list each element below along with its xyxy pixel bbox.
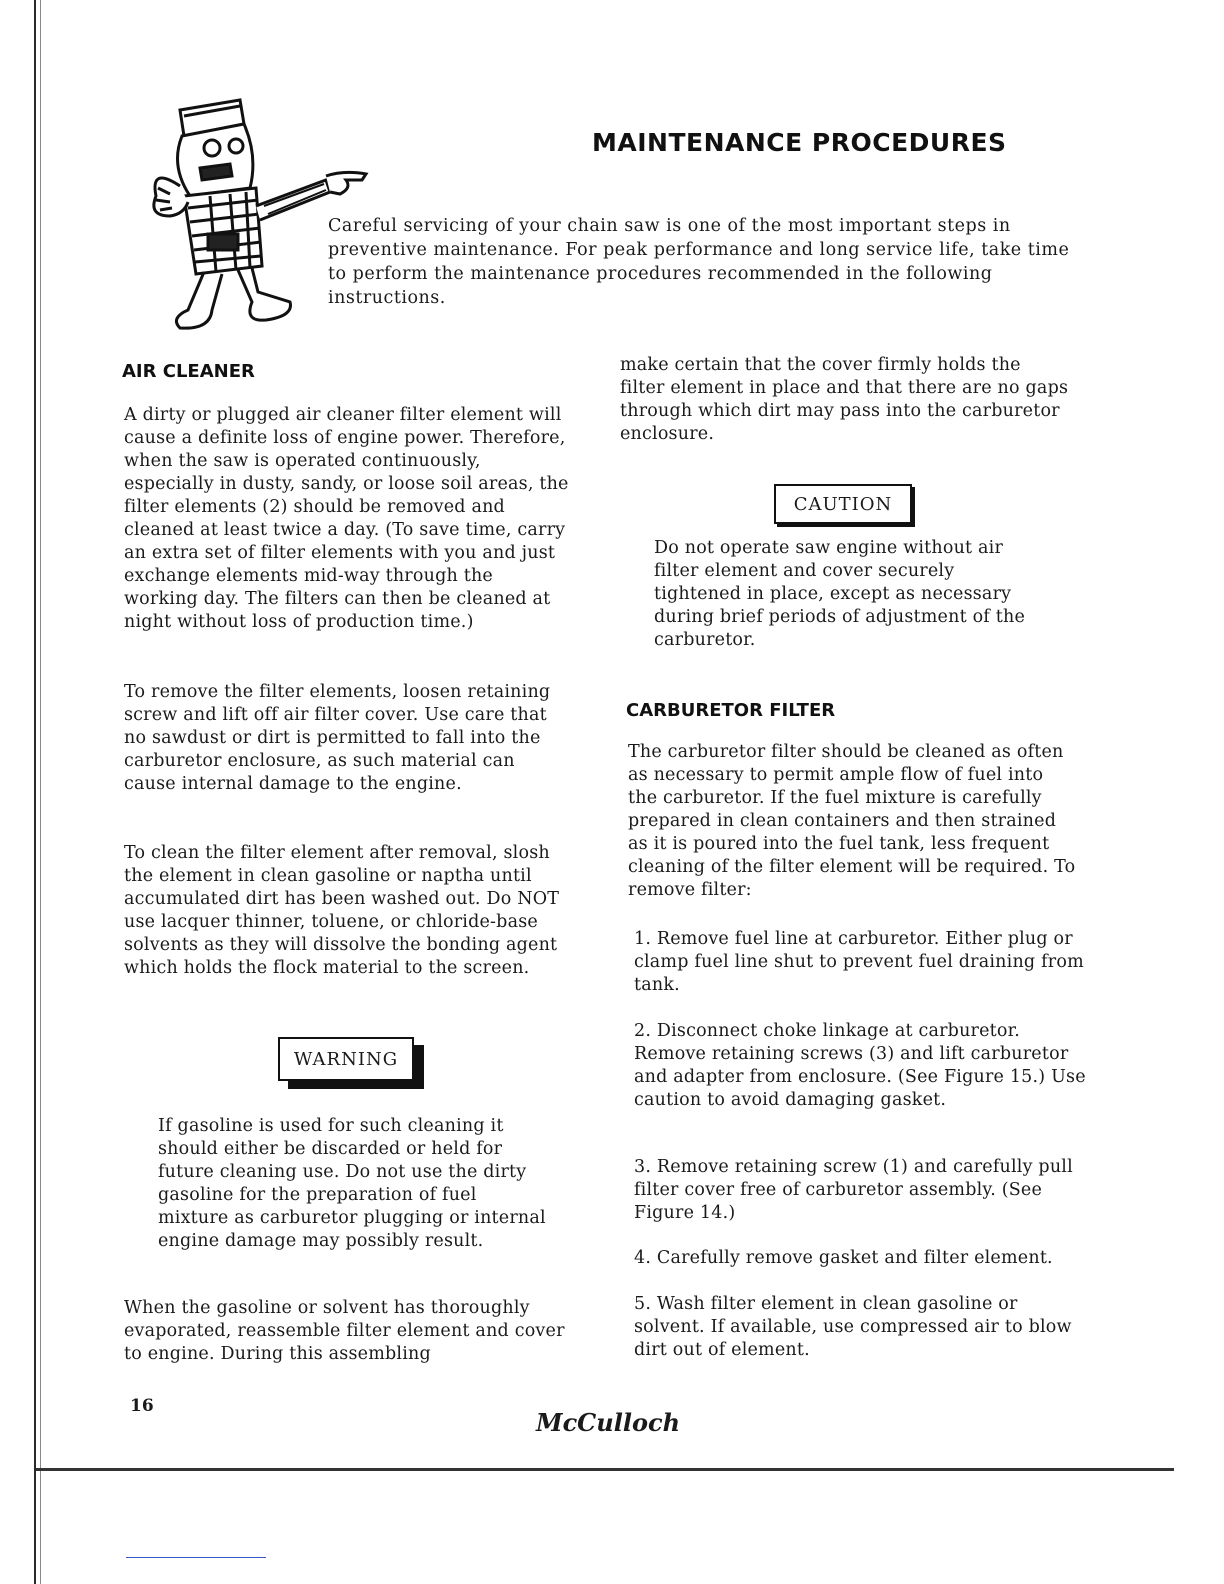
caution-label-box xyxy=(774,484,912,524)
page-title: MAINTENANCE PROCEDURES xyxy=(592,128,1007,157)
warning-label-box xyxy=(278,1037,414,1081)
air-cleaner-paragraph-2: To remove the filter elements, loosen retaining screw and lift off air filter cover. Use care that no sawdust or dirt is permitted to fall into the carburetor enclosure, as such material can cause internal damage to the engine. xyxy=(124,682,551,794)
page-number: 16 xyxy=(130,1396,154,1416)
caution-text: Do not operate saw engine without air filter element and cover securely tightened in place, except as necessary during brief periods of adjustment of the carburetor. xyxy=(654,538,1026,650)
air-cleaner-paragraph-1: A dirty or plugged air cleaner filter element will cause a definite loss of engine power. Therefore, when the saw is operated continuously, especially in dusty, sandy, or loose soil areas, the filter elements (2) should be removed and cleaned at least twice a day. (To save time, carry an extra set of filter elements with you and just exchange elements mid-way through the working day. The filters can then be cleaned at night without loss of production time.) xyxy=(124,405,569,632)
carburetor-filter-paragraph: The carburetor filter should be cleaned as often as necessary to permit ample flow of fuel into the carburetor. If the fuel mixture is carefully prepared in clean containers and then strained as it is poured into the fuel tank, less frequent cleaning of the filter element will be required. To remove filter: xyxy=(628,742,1076,900)
bottom-rule xyxy=(36,1468,1174,1471)
page-edge-inner xyxy=(40,0,41,1584)
page-edge xyxy=(34,0,36,1584)
caution-label: CAUTION xyxy=(793,493,893,515)
carburetor-step-2: 2. Disconnect choke linkage at carburetor. Remove retaining screws (3) and lift carburetor and adapter from enclosure. (See Figure 15.) Use caution to avoid damaging gasket. xyxy=(634,1021,1086,1110)
carburetor-filter-heading: CARBURETOR FILTER xyxy=(626,700,836,721)
carburetor-step-4: 4. Carefully remove gasket and filter element. xyxy=(634,1248,1053,1268)
warning-text: If gasoline is used for such cleaning it should either be discarded or held for future cleaning use. Do not use the dirty gasoline for the preparation of fuel mixture as carburetor plugging or internal engine damage may possibly result. xyxy=(158,1116,546,1251)
intro-paragraph: Careful servicing of your chain saw is one of the most important steps in preventive maintenance. For peak performance and long service life, take time to perform the maintenance procedures recommended in the following instructions. xyxy=(328,216,1070,308)
brand-logo: McCulloch xyxy=(536,1408,681,1437)
carburetor-step-1: 1. Remove fuel line at carburetor. Either plug or clamp fuel line shut to prevent fuel draining from tank. xyxy=(634,929,1084,995)
air-cleaner-paragraph-4: When the gasoline or solvent has thoroughly evaporated, reassemble filter element and cover to engine. During this assembling xyxy=(124,1298,565,1364)
air-cleaner-paragraph-5: make certain that the cover firmly holds the filter element in place and that there are no gaps through which dirt may pass into the carburetor enclosure. xyxy=(620,355,1069,444)
warning-label: WARNING xyxy=(293,1048,399,1070)
carburetor-step-3: 3. Remove retaining screw (1) and carefully pull filter cover free of carburetor assembly. (See Figure 14.) xyxy=(634,1157,1073,1223)
air-cleaner-heading: AIR CLEANER xyxy=(122,361,255,382)
carburetor-step-5: 5. Wash filter element in clean gasoline or solvent. If available, use compressed air to blow dirt out of element. xyxy=(634,1294,1072,1360)
air-cleaner-paragraph-3: To clean the filter element after removal, slosh the element in clean gasoline or naptha until accumulated dirt has been washed out. Do NOT use lacquer thinner, toluene, or chloride-base solvents as they will dissolve the bonding agent which holds the flock material to the screen. xyxy=(124,843,560,978)
blue-mark xyxy=(126,1557,266,1558)
